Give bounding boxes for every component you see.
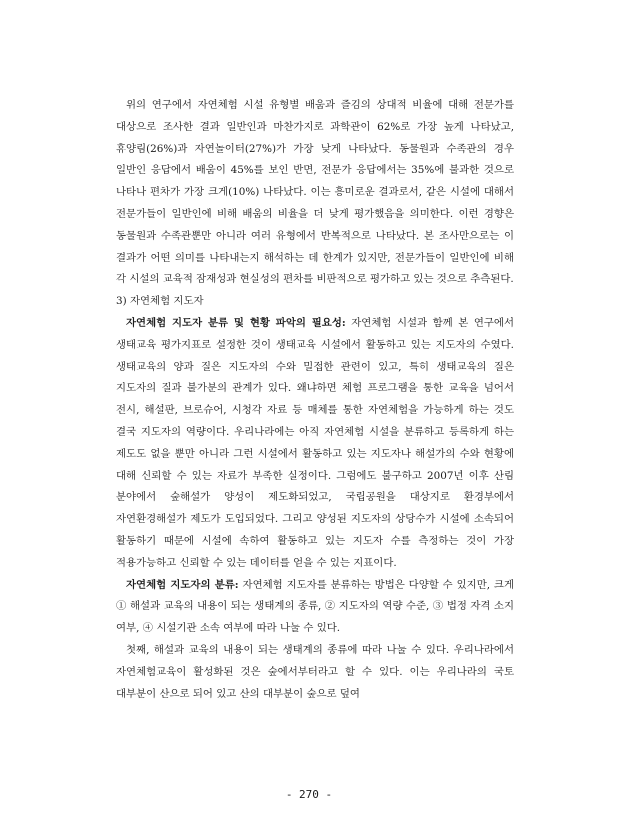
paragraph-ecosystem-type: 첫째, 해설과 교육의 내용이 되는 생태계의 종류에 따라 나눌 수 있다. 우리나라에서 자연체험교육이 활성화된 것은 숲에서부터라고 할 수 있다. 이는 우리나라의 국토 대부분이 산으로 되어 있고 산의 대부분이 숲으로 덮여 (116, 643, 514, 700)
paragraph-body-necessity: 자연체험 시설과 함께 본 연구에서 생태교육 평가지표로 설정한 것이 생태교육 시설에서 활동하고 있는 지도자의 수였다. 생태교육의 양과 질은 지도자의 수와 밀접한 관련이 있고, 특히 생태교육의 질은 지도자의 질과 불가분의 관계가 있다. 왜냐하면 체험 프로그램을 통한 교육을 넘어서 전시, 해설판, 브로슈어, 시청각 자료 등 매체를 통한 자연체험을 가능하게 하는 것도 결국 지도자의 역량이다. 우리나라에는 아직 자연체험 시설을 분류하고 등록하게 하는 제도도 없을 뿐만 아니라 그런 시설에서 활동하고 있는 지도자나 해설가의 수와 현황에 대해 신뢰할 수 있는 자료가 부족한 실정이다. 그럼에도 불구하고 2007년 이후 산림 분야에서 숲해설가 양성이 제도화되었고, 국립공원을 대상지로 환경부에서 자연환경해설가 제도가 도입되었다. 그리고 양성된 지도자의 상당수가 시설에 소속되어 활동하기 때문에 시설에 속하여 활동하고 있는 지도자 수를 측정하는 것이 가장 적용가능하고 신뢰할 수 있는 데이터를 얻을 수 있는 지표이다. (116, 316, 514, 569)
section-heading: 3) 자연체험 지도자 (116, 295, 204, 308)
paragraph-lead-necessity: 자연체험 지도자 분류 및 현황 파악의 필요성: (126, 316, 346, 329)
page-number: - 270 - (285, 788, 333, 801)
document-body (116, 95, 514, 705)
paragraph-guide-necessity (116, 313, 514, 575)
paragraph-survey-results: 위의 연구에서 자연체험 시설 유형별 배움과 즐김의 상대적 비율에 대해 전문가를 대상으로 조사한 결과 일반인과 마찬가지로 과학관이 62%로 가장 높게 나타났고, 휴양림(26%)과 자연놀이터(27%)가 가장 낮게 나타났다. 동물원과 수족관의 경우 일반인 응답에서 배움이 45%를 보인 반면, 전문가 응답에서는 35%에 불과한 것으로 나타나 편차가 가장 크게(10%) 나타났다. 이는 흥미로운 결과로서, 같은 시설에 대해서 전문가들이 일반인에 비해 배움의 비율을 더 낮게 평가했음을 의미한다. 이런 경향은 동물원과 수족관뿐만 아니라 여러 유형에서 반복적으로 나타났다. 본 조사만으로는 이 결과가 어떤 의미를 나타내는지 해석하는 데 한계가 있지만, 전문가들이 일반인에 비해 각 시설의 교육적 잠재성과 현실성의 편차를 비판적으로 평가하고 있는 것으로 추측된다. (116, 99, 514, 286)
paragraph-body-classification: 자연체험 지도자를 분류하는 방법은 다양할 수 있지만, 크게 ① 해설과 교육의 내용이 되는 생태계의 종류, ② 지도자의 역량 수준, ③ 법정 자격 소지 여부, ④ 시설기관 소속 여부에 따라 나눌 수 있다. (116, 578, 514, 635)
paragraph-lead-classification: 자연체험 지도자의 분류: (126, 578, 239, 591)
paragraph-guide-classification (116, 575, 514, 640)
